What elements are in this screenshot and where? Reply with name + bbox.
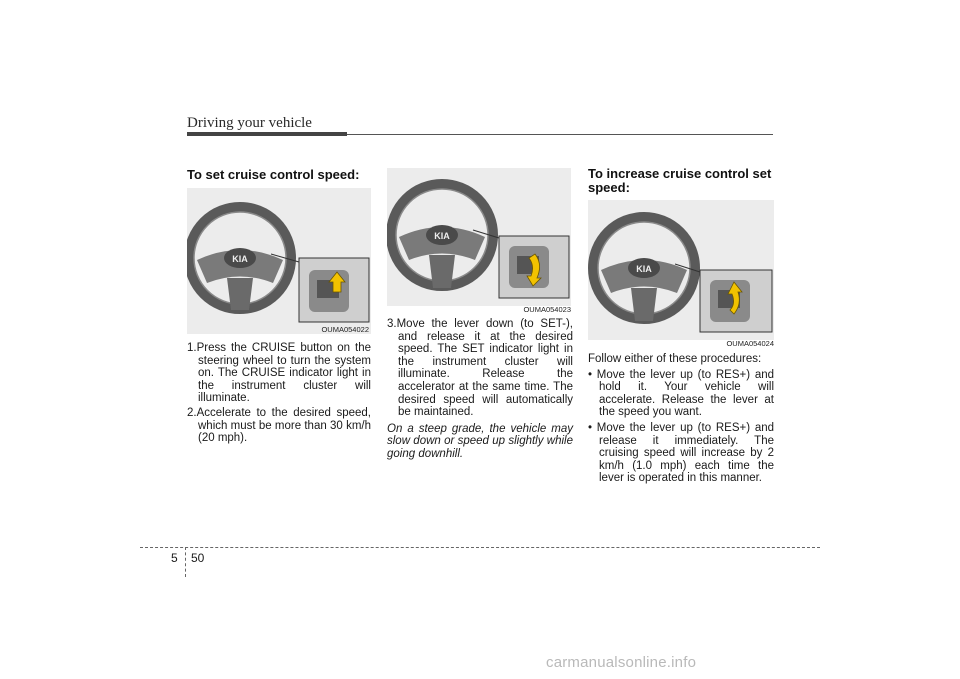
page-number: 50: [191, 551, 205, 565]
footer-divider: [185, 547, 186, 577]
header-rule-accent: [187, 132, 347, 136]
step-item: 3.Move the lever down (to SET-), and release it at the desired speed. The SET indicator light in the instrument cluster will illuminate. Release the accelerator at the same time. The desired speed will automatically be maintained.: [387, 318, 573, 419]
steering-wheel-icon: [387, 168, 571, 306]
procedure-list: [588, 353, 774, 488]
watermark: carmanualsonline.info: [546, 654, 697, 671]
steering-wheel-icon: [187, 188, 371, 334]
figure-increase-speed: [588, 200, 774, 340]
heading-increase-speed: To increase cruise control set speed:: [588, 166, 772, 195]
figure-code: OUMA054022: [321, 325, 369, 334]
section-title: Driving your vehicle: [187, 115, 312, 131]
svg-text:KIA: KIA: [232, 254, 248, 264]
note-text: On a steep grade, the vehicle may slow down or speed up slightly while going downhill.: [387, 422, 573, 460]
figure-code: OUMA054023: [523, 305, 571, 314]
figure-code: OUMA054024: [726, 339, 774, 348]
step-item: 1.Press the CRUISE button on the steering wheel to turn the system on. The CRUISE indicator light in the instrument cluster will illuminate.: [187, 342, 371, 405]
footer-rule: [140, 547, 820, 548]
steering-wheel-icon: [588, 200, 774, 340]
step-item: 2.Accelerate to the desired speed, which must be more than 30 km/h (20 mph).: [187, 406, 371, 445]
steps-list-2: [387, 318, 573, 461]
intro-text: Follow either of these procedures:: [588, 353, 762, 365]
bullet-item: • Move the lever up (to RES+) and release it immediately. The cruising speed will increase by 2 km/h (1.0 mph) each time the lever is operated in this manner.: [588, 421, 774, 485]
bullet-item: • Move the lever up (to RES+) and hold it. Your vehicle will accelerate. Release the lever at the speed you want.: [588, 368, 774, 419]
figure-set-lever: [387, 168, 571, 306]
heading-set-speed: To set cruise control speed:: [187, 167, 360, 182]
figure-set-cruise: [187, 188, 371, 334]
chapter-number: 5: [171, 551, 178, 565]
svg-text:KIA: KIA: [636, 264, 652, 274]
steps-list-1: [187, 342, 371, 447]
svg-text:KIA: KIA: [434, 231, 450, 241]
